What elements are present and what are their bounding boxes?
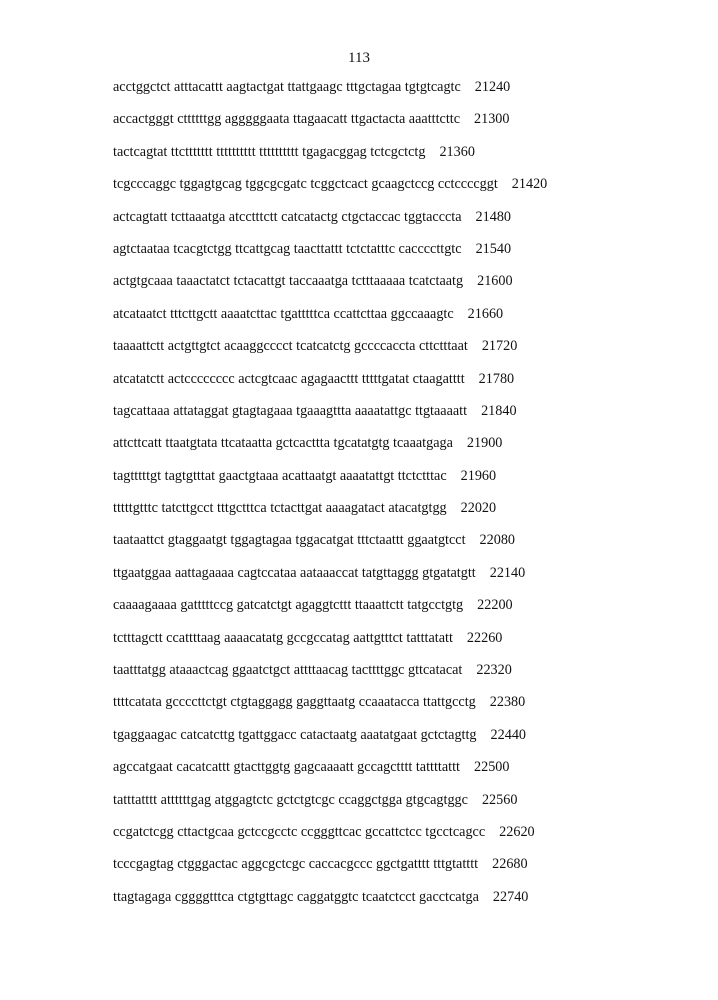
- sequence-text: atcatatctt actcccccccc actcgtcaac agagaacttt tttttgatat ctaagatttt: [113, 370, 465, 387]
- sequence-text: tctttagctt ccattttaag aaaacatatg gccgccatag aattgtttct tatttatatt: [113, 629, 453, 646]
- sequence-line: [113, 691, 547, 723]
- sequence-text: taaaattctt actgttgtct acaaggcccct tcatcatctg gccccaccta cttctttaat: [113, 338, 468, 355]
- sequence-line: [113, 497, 547, 529]
- sequence-line: [113, 335, 547, 367]
- sequence-position: 22440: [490, 726, 526, 743]
- sequence-position: 22140: [489, 564, 526, 581]
- sequence-position: 22500: [474, 759, 510, 776]
- sequence-position: 21300: [474, 111, 510, 128]
- sequence-text: ttagtagaga cggggtttca ctgtgttagc caggatggtc tcaatctcct gacctcatga: [113, 888, 479, 905]
- sequence-position: 22380: [489, 694, 526, 711]
- sequence-text: tttttgtttc tatcttgcct tttgctttca tctacttgat aaaagatact atacatgtgg: [113, 500, 447, 517]
- sequence-line: [113, 465, 547, 497]
- sequence-line: [113, 853, 547, 885]
- sequence-position: 22620: [499, 823, 535, 840]
- sequence-text: tagtttttgt tagtgtttat gaactgtaaa acattaatgt aaaatattgt ttctctttac: [113, 467, 447, 484]
- sequence-text: accactgggt cttttttgg agggggaata ttagaacatt ttgactacta aaatttcttc: [113, 111, 461, 128]
- sequence-position: 21360: [439, 143, 475, 160]
- sequence-text: tagcattaaa attataggat gtagtagaaa tgaaagttta aaaatattgc ttgtaaaatt: [113, 402, 468, 419]
- sequence-listing: [113, 76, 547, 918]
- sequence-position: 22260: [466, 629, 503, 646]
- sequence-text: ttttcatata gccccttctgt ctgtaggagg gaggttaatg ccaaatacca ttattgcctg: [113, 694, 476, 711]
- sequence-line: [113, 821, 547, 853]
- sequence-line: [113, 789, 547, 821]
- sequence-position: 22200: [477, 597, 513, 614]
- sequence-position: 21600: [477, 273, 513, 290]
- sequence-text: acctggctct atttacattt aagtactgat ttattgaagc tttgctagaa tgtgtcagtc: [113, 79, 461, 95]
- page-number: 113: [348, 50, 370, 66]
- sequence-text: taataattct gtaggaatgt tggagtagaa tggacatgat tttctaattt ggaatgtcct: [113, 532, 466, 549]
- sequence-text: ttgaatggaa aattagaaaa cagtccataa aataaaccat tatgttaggg gtgatatgtt: [113, 564, 476, 581]
- sequence-line: [113, 659, 547, 691]
- sequence-text: tgaggaagac catcatcttg tgattggacc catactaatg aaatatgaat gctctagttg: [113, 726, 477, 743]
- sequence-position: 21780: [478, 370, 515, 387]
- sequence-line: [113, 400, 547, 432]
- sequence-line: [113, 594, 547, 626]
- sequence-position: 21840: [481, 402, 517, 419]
- sequence-text: caaaagaaaa gatttttccg gatcatctgt agaggtcttt ttaaattctt tatgcctgtg: [113, 597, 464, 614]
- sequence-text: taatttatgg ataaactcag ggaatctgct attttaacag tacttttggc gttcatacat: [113, 662, 463, 679]
- sequence-position: 21420: [511, 176, 548, 193]
- sequence-line: [113, 206, 547, 238]
- sequence-line: [113, 238, 547, 270]
- sequence-line: [113, 141, 547, 173]
- sequence-position: 22080: [479, 532, 516, 549]
- sequence-line: [113, 108, 547, 140]
- sequence-text: attcttcatt ttaatgtata ttcataatta gctcacttta tgcatatgtg tcaaatgaga: [113, 435, 453, 452]
- sequence-position: 21540: [475, 240, 512, 257]
- sequence-text: agtctaataa tcacgtctgg ttcattgcag taacttattt tctctatttc caccccttgtc: [113, 240, 462, 257]
- sequence-position: 22680: [492, 856, 528, 873]
- sequence-text: actcagtatt tcttaaatga atcctttctt catcatactg ctgctaccac tggtacccta: [113, 208, 462, 225]
- sequence-line: [113, 303, 547, 335]
- sequence-position: 22020: [460, 500, 497, 517]
- sequence-line: [113, 886, 547, 918]
- sequence-text: actgtgcaaa taaactatct tctacattgt taccaaatga tctttaaaaa tcatctaatg: [113, 273, 464, 290]
- sequence-line: [113, 724, 547, 756]
- sequence-line: [113, 173, 547, 205]
- sequence-line: [113, 529, 547, 561]
- sequence-text: tcccgagtag ctgggactac aggcgctcgc caccacgccc ggctgatttt tttgtatttt: [113, 856, 479, 873]
- sequence-position: 21900: [466, 435, 503, 452]
- sequence-line: [113, 562, 547, 594]
- sequence-line: [113, 627, 547, 659]
- sequence-line: [113, 432, 547, 464]
- sequence-text: agccatgaat cacatcattt gtacttggtg gagcaaaatt gccagctttt tattttattt: [113, 759, 460, 776]
- sequence-position: 22560: [481, 791, 518, 808]
- sequence-text: tatttatttt attttttgag atggagtctc gctctgtcgc ccaggctgga gtgcagtggc: [113, 791, 468, 808]
- sequence-position: 21960: [460, 467, 497, 484]
- sequence-text: tcgcccaggc tggagtgcag tggcgcgatc tcggctcact gcaagctccg cctccccggt: [113, 176, 498, 193]
- sequence-line: [113, 368, 547, 400]
- sequence-line: [113, 270, 547, 302]
- sequence-position: 22740: [492, 888, 529, 905]
- sequence-line: [113, 756, 547, 788]
- sequence-text: atcataatct tttcttgctt aaaatcttac tgatttttca ccattcttaa ggccaaagtc: [113, 305, 454, 322]
- sequence-text: tactcagtat ttcttttttt tttttttttt tttttttttt tgagacggag tctcgctctg: [113, 143, 426, 160]
- sequence-position: 22320: [476, 662, 512, 679]
- sequence-position: 21660: [467, 305, 504, 322]
- sequence-position: 21720: [481, 338, 518, 355]
- sequence-line: [113, 76, 547, 108]
- sequence-position: 21480: [475, 208, 511, 225]
- sequence-position: 21240: [474, 79, 511, 95]
- sequence-text: ccgatctcgg cttactgcaa gctccgcctc ccgggttcac gccattctcc tgcctcagcc: [113, 823, 486, 840]
